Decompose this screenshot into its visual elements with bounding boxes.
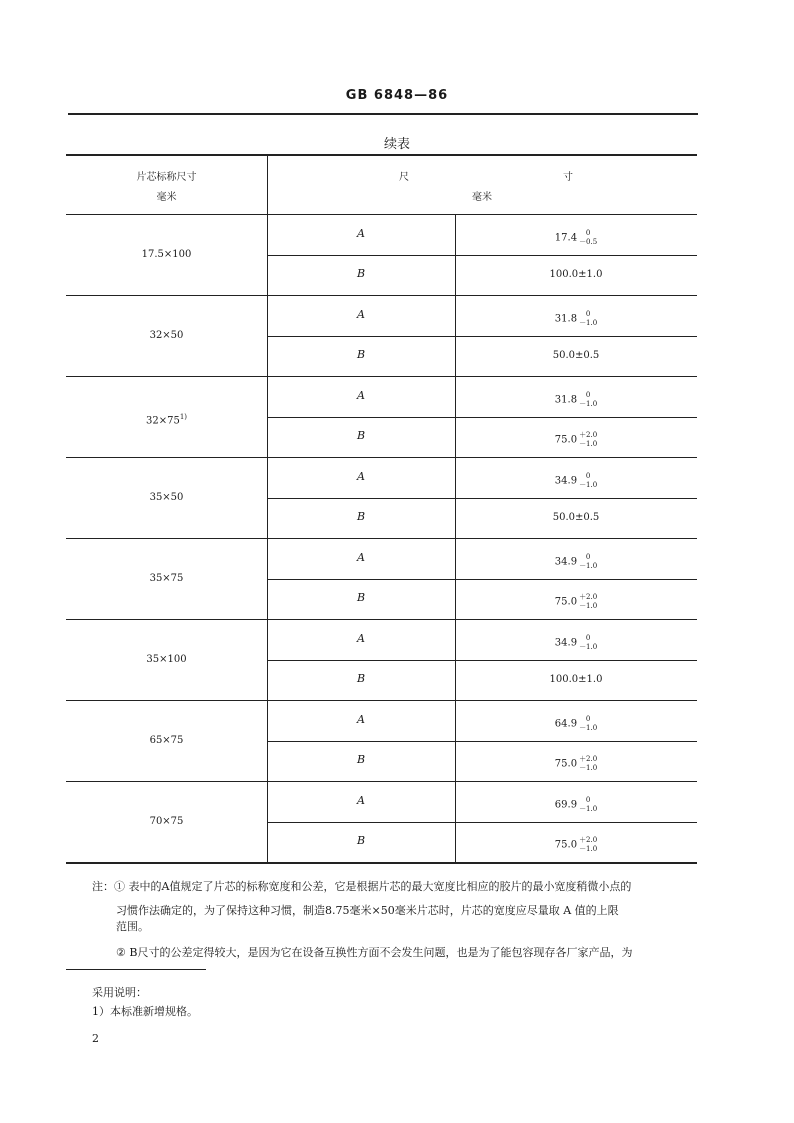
tolerance xyxy=(579,796,597,814)
dimension-label-a: A xyxy=(357,550,365,564)
tolerance xyxy=(579,310,597,328)
standard-number: GB 6848—86 xyxy=(345,88,449,103)
nominal-size: 65×75 xyxy=(149,734,184,746)
value-base: 69.9 xyxy=(554,799,578,810)
nominal-size: 35×75 xyxy=(149,572,184,584)
note-2-line-1: ② B尺寸的公差定得较大，是因为它在设备互换性方面不会发生问题，也是为了能包容现存各厂家产品，为 xyxy=(116,946,633,959)
table-bottom-rule xyxy=(66,862,697,864)
col2-header-unit: 毫米 xyxy=(472,192,492,203)
table-sub-rule xyxy=(267,741,697,742)
table-sub-rule xyxy=(267,498,697,499)
tolerance-lower: －1.0 xyxy=(579,642,598,651)
value-base: 34.9 xyxy=(554,556,578,567)
table-row-rule xyxy=(66,781,697,782)
value-a xyxy=(455,229,697,247)
dimension-label-b: B xyxy=(356,429,366,442)
tolerance xyxy=(579,553,597,571)
dimension-label-b: B xyxy=(356,348,366,361)
value-b xyxy=(455,836,697,854)
tolerance-lower: －1.0 xyxy=(579,318,598,327)
table-top-rule xyxy=(66,154,697,156)
footnote-ref: 1) xyxy=(179,412,187,421)
tolerance-lower: －1.0 xyxy=(579,764,598,772)
value-base: 34.9 xyxy=(554,637,578,648)
value-a xyxy=(455,553,697,571)
tolerance xyxy=(579,755,597,773)
tolerance xyxy=(579,229,597,247)
dimension-label-a: A xyxy=(357,388,365,402)
tolerance xyxy=(579,472,597,490)
value-a xyxy=(455,391,697,409)
tolerance-upper: ＋2.0 xyxy=(579,431,598,439)
dimension-label-a: A xyxy=(357,226,365,240)
value-base: 31.8 xyxy=(554,313,578,324)
tolerance-upper: ＋2.0 xyxy=(579,836,598,844)
value-a xyxy=(455,472,697,490)
table-sub-rule xyxy=(267,417,697,418)
dimension-label-a: A xyxy=(357,469,365,483)
value-base: 75.0 xyxy=(554,596,578,608)
header-rule xyxy=(68,113,698,115)
value-b: 50.0±0.5 xyxy=(552,350,600,361)
note-1-line-3: 范围。 xyxy=(116,920,149,933)
note-prefix: 注： xyxy=(92,880,114,893)
tolerance-upper: 0 xyxy=(585,471,591,480)
col2-header-char2: 寸 xyxy=(563,172,573,183)
dimension-label-b: B xyxy=(356,267,366,280)
tolerance-upper: ＋2.0 xyxy=(579,755,598,763)
value-base: 64.9 xyxy=(554,718,578,729)
table-sub-rule xyxy=(267,255,697,256)
nominal-size: 35×100 xyxy=(146,653,187,665)
tolerance-lower: －1.0 xyxy=(579,804,598,813)
value-base: 34.9 xyxy=(554,475,578,486)
table-sub-rule xyxy=(267,660,697,661)
value-base: 17.4 xyxy=(554,232,578,243)
value-a xyxy=(455,634,697,652)
dimension-label-b: B xyxy=(356,834,366,847)
table-row-rule xyxy=(66,295,697,296)
table-caption: 续表 xyxy=(383,137,410,152)
table-row-rule xyxy=(66,538,697,539)
dimension-label-a: A xyxy=(357,793,365,807)
nominal-size: 32×50 xyxy=(149,329,184,341)
tolerance-upper: 0 xyxy=(585,309,591,318)
value-b: 100.0±1.0 xyxy=(549,269,603,280)
adoption-item-1: 1）本标准新增规格。 xyxy=(92,1005,198,1018)
tolerance-lower: －0.5 xyxy=(579,237,598,246)
col1-header-line2: 毫米 xyxy=(156,192,177,203)
dimension-label-a: A xyxy=(357,631,365,645)
tolerance xyxy=(579,715,597,733)
note-1-line-1 xyxy=(92,878,631,895)
value-b: 50.0±0.5 xyxy=(552,512,600,523)
value-base: 75.0 xyxy=(554,758,578,770)
table-sub-rule xyxy=(267,822,697,823)
value-b: 100.0±1.0 xyxy=(549,674,603,685)
page-number: 2 xyxy=(92,1032,99,1045)
table-header-rule xyxy=(66,214,697,215)
dimension-label-b: B xyxy=(356,591,366,604)
col1-header-line1: 片芯标称尺寸 xyxy=(136,172,197,183)
value-a xyxy=(455,310,697,328)
nominal-size: 70×75 xyxy=(149,815,184,827)
tolerance-upper: 0 xyxy=(585,390,591,399)
note-1-line-2: 习惯作法确定的，为了保持这种习惯，制造8.75毫米×50毫米片芯时，片芯的宽度应尽量取 A 值的上限 xyxy=(116,904,619,917)
tolerance-upper: 0 xyxy=(585,633,591,642)
tolerance-lower: －1.0 xyxy=(579,602,598,610)
value-base: 31.8 xyxy=(554,394,578,405)
tolerance xyxy=(579,634,597,652)
value-a xyxy=(455,796,697,814)
tolerance xyxy=(579,593,597,611)
note-1-text-1: ① 表中的A值规定了片芯的标称宽度和公差，它是根据片芯的最大宽度比相应的胶片的最小宽度稍微小点的 xyxy=(114,880,632,893)
dimension-label-b: B xyxy=(356,672,366,685)
tolerance-lower: －1.0 xyxy=(579,399,598,408)
tolerance-lower: －1.0 xyxy=(579,480,598,489)
tolerance-lower: －1.0 xyxy=(579,845,598,853)
value-a xyxy=(455,715,697,733)
footnote-separator xyxy=(66,969,206,970)
dimension-label-a: A xyxy=(357,307,365,321)
table-row-rule xyxy=(66,619,697,620)
dimension-label-a: A xyxy=(357,712,365,726)
table-row-rule xyxy=(66,376,697,377)
value-b xyxy=(455,755,697,773)
tolerance-lower: －1.0 xyxy=(579,440,598,448)
value-b xyxy=(455,431,697,449)
nominal-size: $32\times 75^{1)}$ xyxy=(145,412,187,426)
tolerance xyxy=(579,431,597,449)
table-row-rule xyxy=(66,700,697,701)
tolerance xyxy=(579,836,597,854)
tolerance-lower: －1.0 xyxy=(579,561,598,570)
dimension-label-b: B xyxy=(356,753,366,766)
table-row-rule xyxy=(66,457,697,458)
tolerance xyxy=(579,391,597,409)
tolerance-upper: ＋2.0 xyxy=(579,593,598,601)
tolerance-lower: －1.0 xyxy=(579,723,598,732)
table-sub-rule xyxy=(267,336,697,337)
tolerance-upper: 0 xyxy=(585,552,591,561)
tolerance-upper: 0 xyxy=(585,228,591,237)
value-base: 75.0 xyxy=(554,434,578,446)
adoption-title: 采用说明： xyxy=(92,986,147,999)
nominal-size: 17.5×100 xyxy=(141,248,192,260)
tolerance-upper: 0 xyxy=(585,795,591,804)
value-base: 75.0 xyxy=(554,839,578,851)
dimension-label-b: B xyxy=(356,510,366,523)
col2-header-char1: 尺 xyxy=(399,172,409,183)
nominal-size: 35×50 xyxy=(149,491,184,503)
tolerance-upper: 0 xyxy=(585,714,591,723)
table-sub-rule xyxy=(267,579,697,580)
value-b xyxy=(455,593,697,611)
